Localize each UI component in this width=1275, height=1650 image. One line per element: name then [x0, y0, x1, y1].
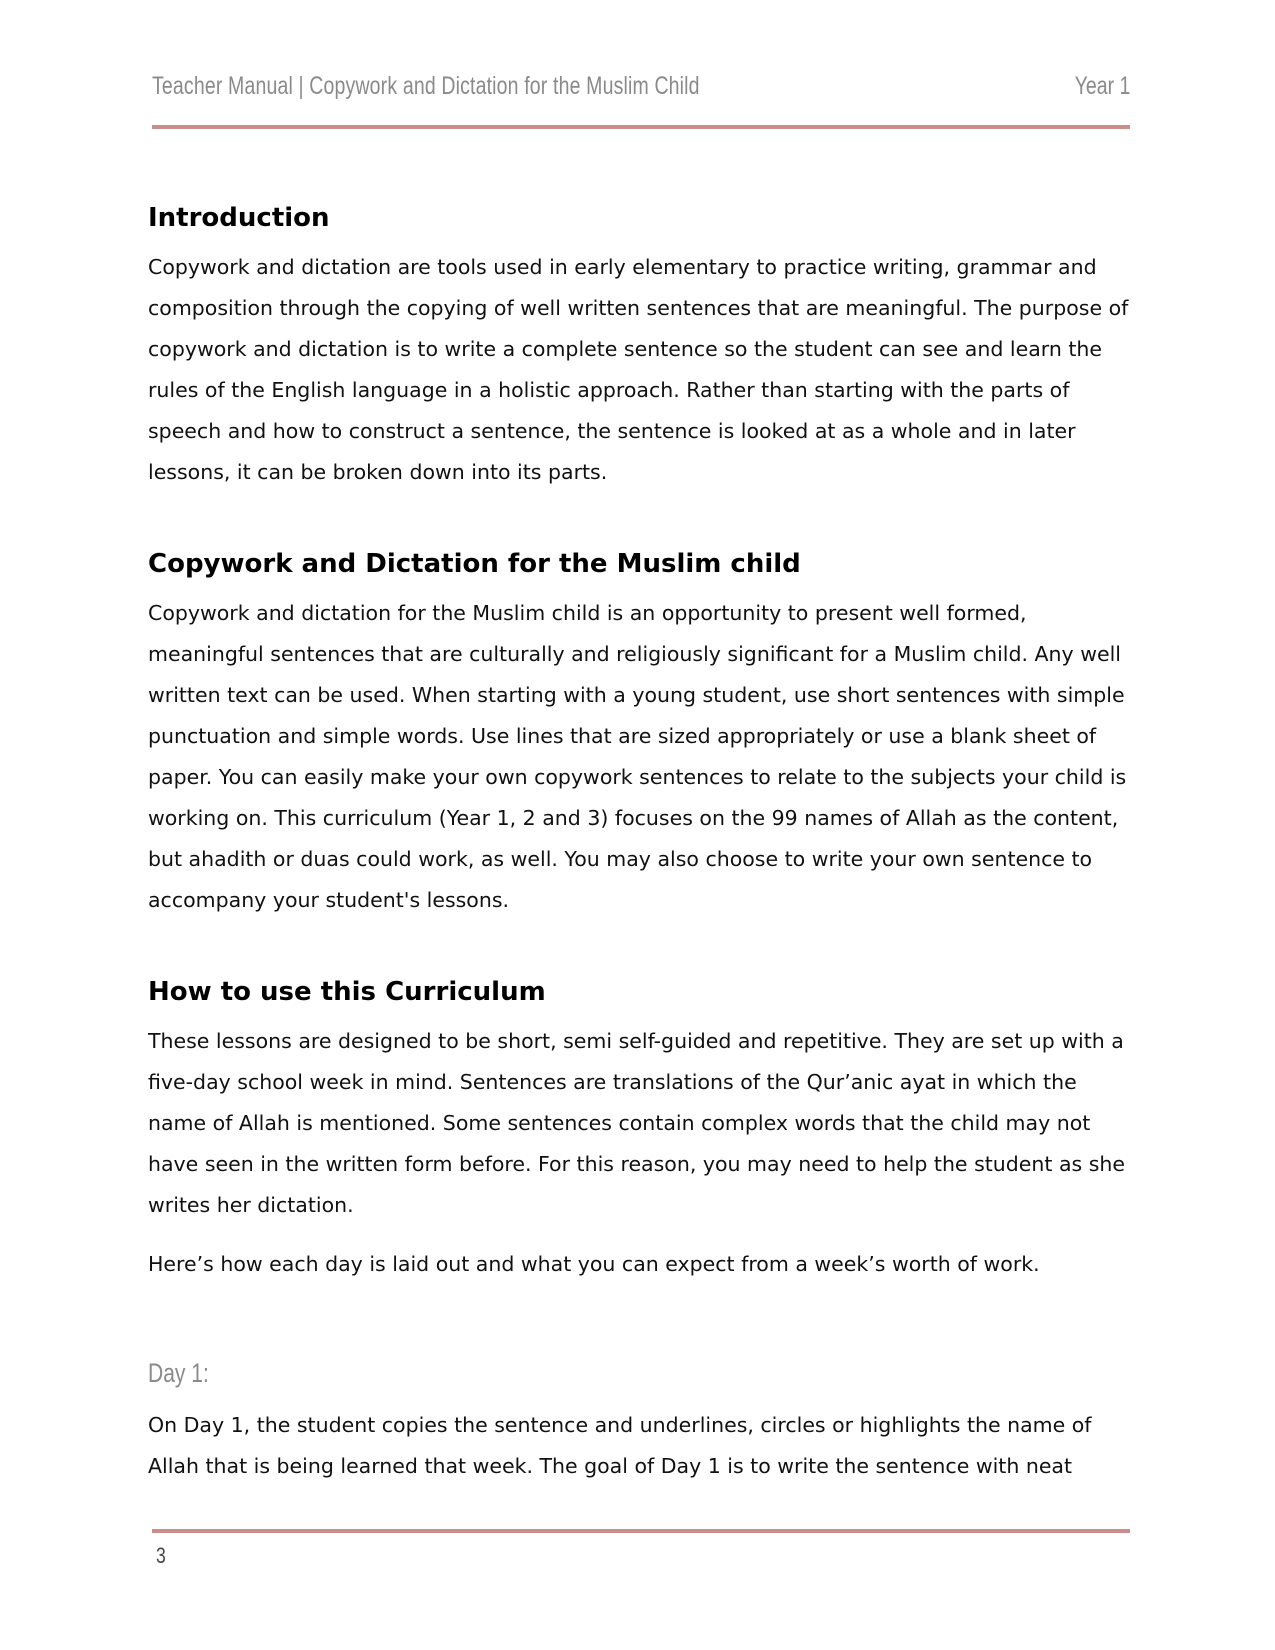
document-body — [148, 197, 1138, 1487]
day-1-heading: Day 1: — [148, 1358, 209, 1388]
paragraph-how-to-use-2: Here’s how each day is laid out and what you can expect from a week’s worth of work. — [148, 1252, 1040, 1276]
section-heading-muslim-child: Copywork and Dictation for the Muslim child — [148, 549, 801, 579]
page-header — [152, 68, 1130, 118]
header-divider — [152, 125, 1130, 129]
page-number: 3 — [156, 1543, 166, 1568]
header-title: Teacher Manual | Copywork and Dictation for the Muslim Child — [152, 72, 700, 100]
section-introduction — [148, 197, 1138, 493]
header-year: Year 1 — [1074, 72, 1130, 100]
paragraph-muslim-child: Copywork and dictation for the Muslim child is an opportunity to present well formed, meaningful sentences that are culturally and religiously significant for a Muslim child. Any well written text can be used. When starting with a young student, use short sentences with simple punctuation and simple words. Use lines that are sized appropriately or use a blank sheet of paper. You can easily make your own copywork sentences to relate to the subjects your child is working on. This curriculum (Year 1, 2 and 3) focuses on the 99 names of Allah as the content, but ahadith or duas could work, as well. You may also choose to write your own sentence to accompany your student's lessons. — [148, 601, 1127, 912]
section-heading-introduction: Introduction — [148, 203, 330, 233]
paragraph-introduction: Copywork and dictation are tools used in early elementary to practice writing, grammar and composition through the copying of well written sentences that are meaningful. The purpose of copywork and dictation is to write a complete sentence so the student can see and learn the rules of the English language in a holistic approach. Rather than starting with the parts of speech and how to construct a sentence, the sentence is looked at as a whole and in later lessons, it can be broken down into its parts. — [148, 255, 1129, 484]
section-day-1 — [148, 1353, 1138, 1487]
paragraph-day-1: On Day 1, the student copies the sentence and underlines, circles or highlights the name of Allah that is being learned that week. The goal of Day 1 is to write the sentence with neat — [148, 1413, 1092, 1478]
footer-divider — [152, 1529, 1130, 1533]
paragraph-how-to-use-1: These lessons are designed to be short, semi self-guided and repetitive. They are set up with a five-day school week in mind. Sentences are translations of the Qur’anic ayat in which the name of Allah is mentioned. Some sentences contain complex words that the child may not have seen in the written form before. For this reason, you may need to help the student as she writes her dictation. — [148, 1029, 1125, 1217]
section-heading-how-to-use: How to use this Curriculum — [148, 977, 546, 1007]
section-muslim-child — [148, 543, 1138, 921]
section-how-to-use — [148, 971, 1138, 1285]
